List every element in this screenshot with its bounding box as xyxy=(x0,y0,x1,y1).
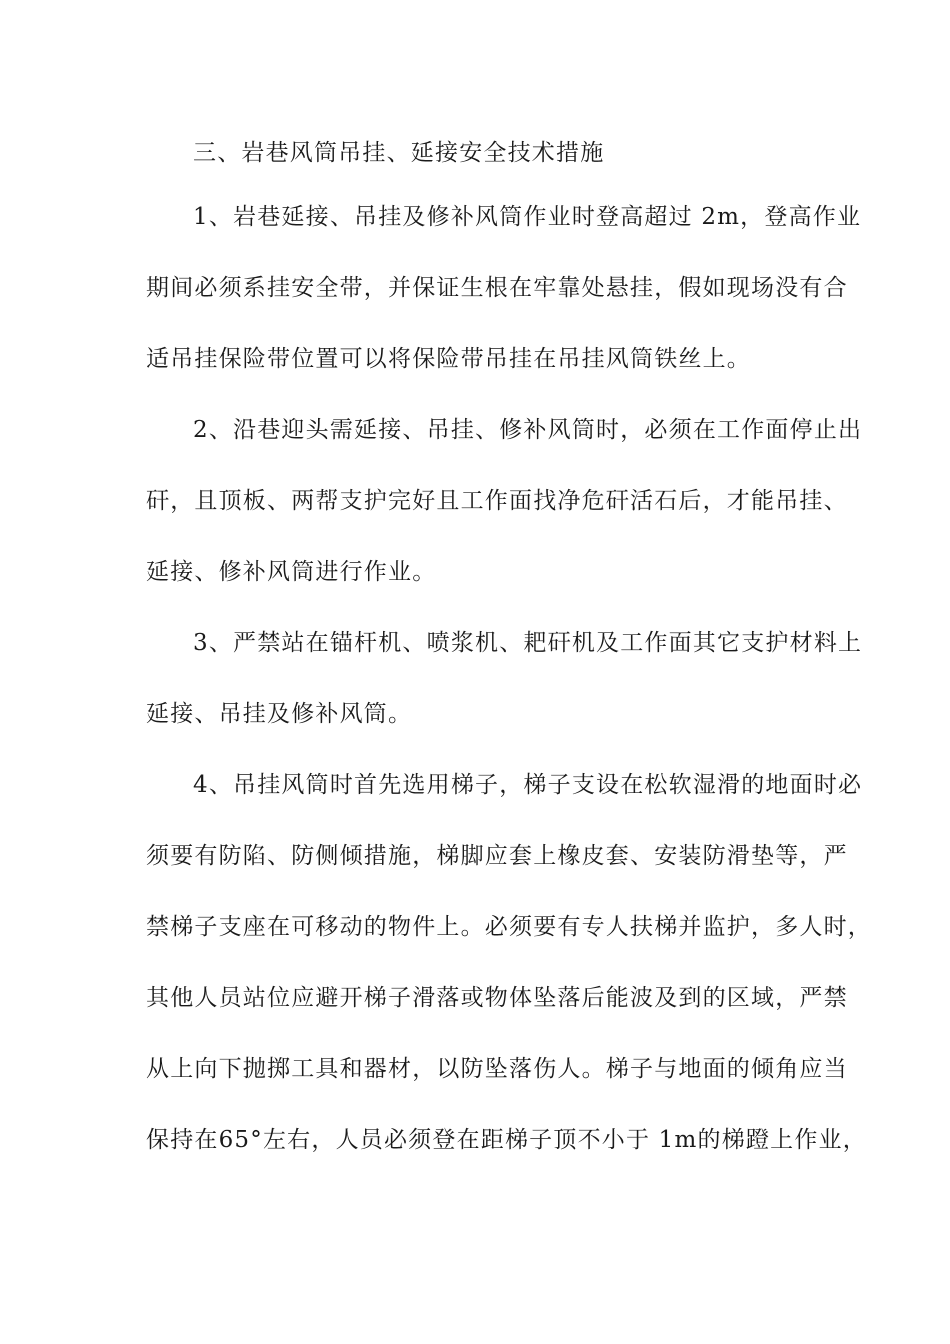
paragraph-2-line-3: 延接、修补风筒进行作业。 xyxy=(146,559,437,585)
paragraph-2-line-1: 2、沿巷迎头需延接、吊挂、修补风筒时，必须在工作面停止出 xyxy=(193,417,863,443)
paragraph-2-line-2: 矸，且顶板、两帮支护完好且工作面找净危矸活石后，才能吊挂、 xyxy=(146,488,848,514)
paragraph-4-line-4: 其他人员站位应避开梯子滑落或物体坠落后能波及到的区域，严禁 xyxy=(146,985,848,1011)
section-heading: 三、岩巷风筒吊挂、延接安全技术措施 xyxy=(193,140,605,166)
paragraph-1-line-1: 1、岩巷延接、吊挂及修补风筒作业时登高超过 2m，登高作业 xyxy=(193,204,862,230)
paragraph-3-line-2: 延接、吊挂及修补风筒。 xyxy=(146,701,413,727)
paragraph-4-line-6: 保持在65°左右，人员必须登在距梯子顶不小于 1m的梯蹬上作业， xyxy=(146,1127,867,1153)
paragraph-4-line-3: 禁梯子支座在可移动的物件上。必须要有专人扶梯并监护，多人时， xyxy=(146,914,872,940)
paragraph-4-line-1: 4、吊挂风筒时首先选用梯子，梯子支设在松软湿滑的地面时必 xyxy=(193,772,863,798)
paragraph-4-line-2: 须要有防陷、防侧倾措施，梯脚应套上橡皮套、安装防滑垫等，严 xyxy=(146,843,848,869)
paragraph-1-line-3: 适吊挂保险带位置可以将保险带吊挂在吊挂风筒铁丝上。 xyxy=(146,346,751,372)
paragraph-3-line-1: 3、严禁站在锚杆机、喷浆机、耙矸机及工作面其它支护材料上 xyxy=(193,630,863,656)
paragraph-1-line-2: 期间必须系挂安全带，并保证生根在牢靠处悬挂，假如现场没有合 xyxy=(146,275,848,301)
paragraph-4-line-5: 从上向下抛掷工具和器材，以防坠落伤人。梯子与地面的倾角应当 xyxy=(146,1056,848,1082)
